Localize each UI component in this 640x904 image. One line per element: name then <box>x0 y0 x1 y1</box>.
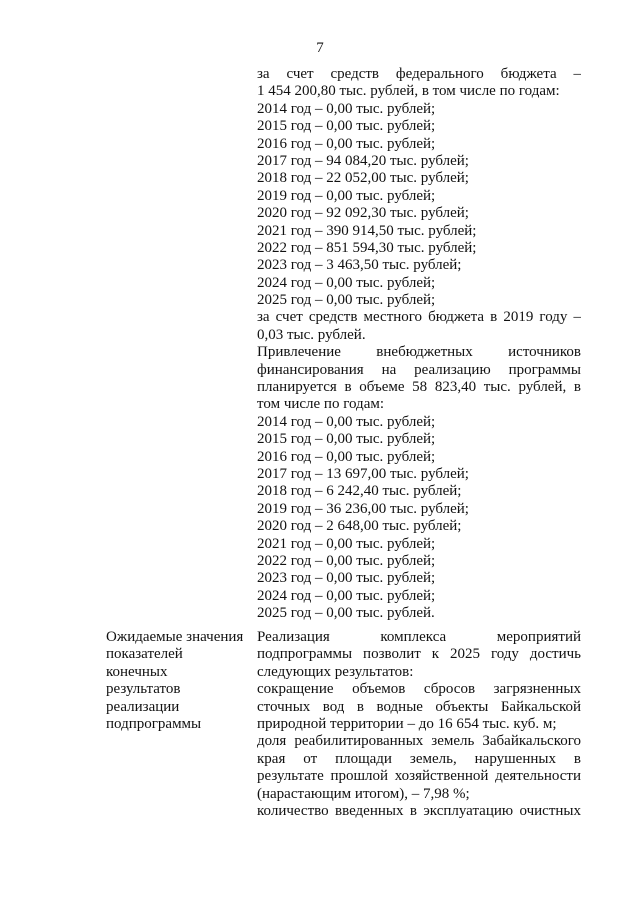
extrabudget-year-2021: 2021 год – 0,00 тыс. рублей; <box>257 535 436 552</box>
local-budget-line-2: 0,03 тыс. рублей. <box>257 326 366 343</box>
label-line-1: Ожидаемые значения <box>106 629 244 645</box>
federal-year-2019: 2019 год – 0,00 тыс. рублей; <box>257 187 436 204</box>
federal-year-2015: 2015 год – 0,00 тыс. рублей; <box>257 118 436 135</box>
extrabudget-year-2015: 2015 год – 0,00 тыс. рублей; <box>257 431 436 448</box>
federal-year-2024: 2024 год – 0,00 тыс. рублей; <box>257 274 436 291</box>
expected-results-label-cell <box>106 629 251 733</box>
label-line-5: реализации <box>106 698 180 715</box>
federal-year-2020: 2020 год – 92 092,30 тыс. рублей; <box>257 205 469 222</box>
extrabudget-line-3: планируется в объеме 58 823,40 тыс. рублей, в <box>257 379 581 396</box>
extrabudget-year-2025: 2025 год – 0,00 тыс. рублей. <box>257 605 435 622</box>
results-intro-line-1: Реализация комплекса мероприятий <box>257 629 581 645</box>
extrabudget-line-2: финансирования на реализацию программы <box>257 361 581 378</box>
label-line-4: результатов <box>106 681 181 698</box>
extrabudget-year-2023: 2023 год – 0,00 тыс. рублей; <box>257 570 436 587</box>
result-item-2-line-3: результате прошлой хозяйственной деятельности <box>257 768 581 785</box>
extrabudget-line-4: том числе по годам: <box>257 396 385 413</box>
federal-year-2014: 2014 год – 0,00 тыс. рублей; <box>257 100 436 117</box>
result-item-3-line-1: количество введенных в эксплуатацию очистных <box>257 802 581 819</box>
extrabudget-year-2022: 2022 год – 0,00 тыс. рублей; <box>257 552 436 569</box>
result-item-1-line-3: природной территории – до 16 654 тыс. куб. м; <box>257 715 557 732</box>
extrabudget-year-2020: 2020 год – 2 648,00 тыс. рублей; <box>257 518 462 535</box>
extrabudget-year-2018: 2018 год – 6 242,40 тыс. рублей; <box>257 483 462 500</box>
extrabudget-line-1: Привлечение внебюджетных источников <box>257 344 581 361</box>
extrabudget-year-2017: 2017 год – 13 697,00 тыс. рублей; <box>257 465 469 482</box>
federal-budget-line-2: 1 454 200,80 тыс. рублей, в том числе по годам: <box>257 83 560 100</box>
result-item-2-line-1: доля реабилитированных земель Забайкальского <box>257 733 581 750</box>
federal-year-2021: 2021 год – 390 914,50 тыс. рублей; <box>257 222 477 239</box>
federal-year-2022: 2022 год – 851 594,30 тыс. рублей; <box>257 239 477 256</box>
local-budget-line-1: за счет средств местного бюджета в 2019 году – <box>257 309 581 326</box>
result-item-2-line-4: (нарастающим итогом), – 7,98 %; <box>257 785 470 802</box>
extrabudget-year-2024: 2024 год – 0,00 тыс. рублей; <box>257 587 436 604</box>
extrabudget-year-2019: 2019 год – 36 236,00 тыс. рублей; <box>257 500 469 517</box>
result-item-1-line-1: сокращение объемов сбросов загрязненных <box>257 681 581 698</box>
federal-year-2016: 2016 год – 0,00 тыс. рублей; <box>257 135 436 152</box>
funding-sources-cell <box>257 66 581 623</box>
extrabudget-year-2014: 2014 год – 0,00 тыс. рублей; <box>257 413 436 430</box>
federal-year-2017: 2017 год – 94 084,20 тыс. рублей; <box>257 152 469 169</box>
federal-year-2025: 2025 год – 0,00 тыс. рублей; <box>257 292 436 309</box>
label-line-3: конечных <box>106 663 168 680</box>
extrabudget-year-2016: 2016 год – 0,00 тыс. рублей; <box>257 448 436 465</box>
label-line-2: показателей <box>106 646 183 663</box>
federal-year-2023: 2023 год – 3 463,50 тыс. рублей; <box>257 257 462 274</box>
result-item-1-line-2: сточных вод в водные объекты Байкальской <box>257 698 581 715</box>
federal-budget-line-1: за счет средств федерального бюджета – <box>257 66 581 82</box>
label-line-6: подпрограммы <box>106 715 202 732</box>
federal-year-2018: 2018 год – 22 052,00 тыс. рублей; <box>257 170 469 187</box>
result-item-2-line-2: края от площади земель, нарушенных в <box>257 750 581 767</box>
expected-results-value-cell <box>257 629 581 820</box>
results-intro-line-3: следующих результатов: <box>257 663 414 680</box>
page-number: 7 <box>316 40 324 56</box>
results-intro-line-2: подпрограммы позволит к 2025 году достичь <box>257 646 581 663</box>
